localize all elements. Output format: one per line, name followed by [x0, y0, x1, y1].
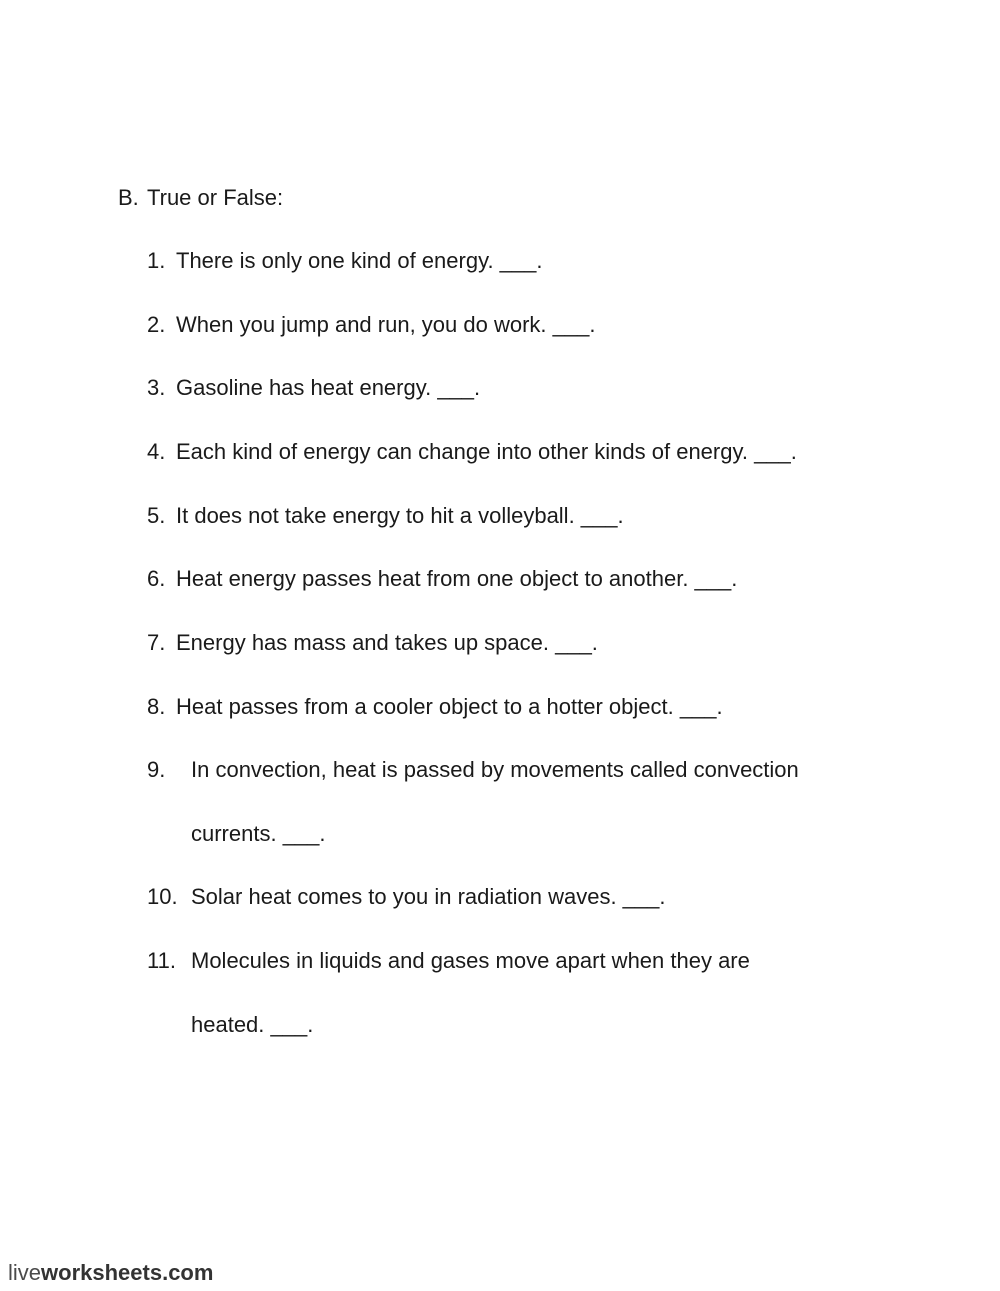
question-text: Heat energy passes heat from one object to another. ___.: [176, 566, 738, 591]
question-text: Solar heat comes to you in radiation waves. ___.: [191, 884, 666, 909]
question-number: 4.: [147, 439, 166, 464]
question-number: 11.: [147, 948, 176, 973]
question-number: 10.: [147, 884, 178, 909]
question-text: Gasoline has heat energy. ___.: [176, 375, 481, 400]
question-text: Heat passes from a cooler object to a hotter object. ___.: [176, 694, 723, 719]
question-number: 6.: [147, 566, 166, 591]
liveworksheets-logo: [8, 1259, 213, 1287]
question-number: 1.: [147, 248, 166, 273]
question-number: 3.: [147, 375, 166, 400]
brand-suffix: .com: [162, 1260, 214, 1285]
brand-main: worksheets: [41, 1260, 163, 1285]
question-number: 5.: [147, 503, 166, 528]
question-number: 7.: [147, 630, 166, 655]
question-text: Energy has mass and takes up space. ___.: [176, 630, 598, 655]
question-number: 9.: [147, 757, 166, 782]
section-letter: B.: [118, 185, 139, 210]
question-text: It does not take energy to hit a volleyball. ___.: [176, 503, 624, 528]
question-text-continuation: heated. ___.: [191, 1012, 314, 1037]
question-text: Molecules in liquids and gases move apart when they are: [191, 948, 750, 973]
question-text: There is only one kind of energy. ___.: [176, 248, 543, 273]
question-number: 2.: [147, 312, 166, 337]
question-text: Each kind of energy can change into other kinds of energy. ___.: [176, 439, 797, 464]
question-number: 8.: [147, 694, 166, 719]
question-text: When you jump and run, you do work. ___.: [176, 312, 596, 337]
brand-prefix: live: [8, 1260, 42, 1285]
section-title: True or False:: [147, 185, 284, 210]
question-text-continuation: currents. ___.: [191, 821, 326, 846]
question-text: In convection, heat is passed by movements called convection: [191, 757, 799, 782]
